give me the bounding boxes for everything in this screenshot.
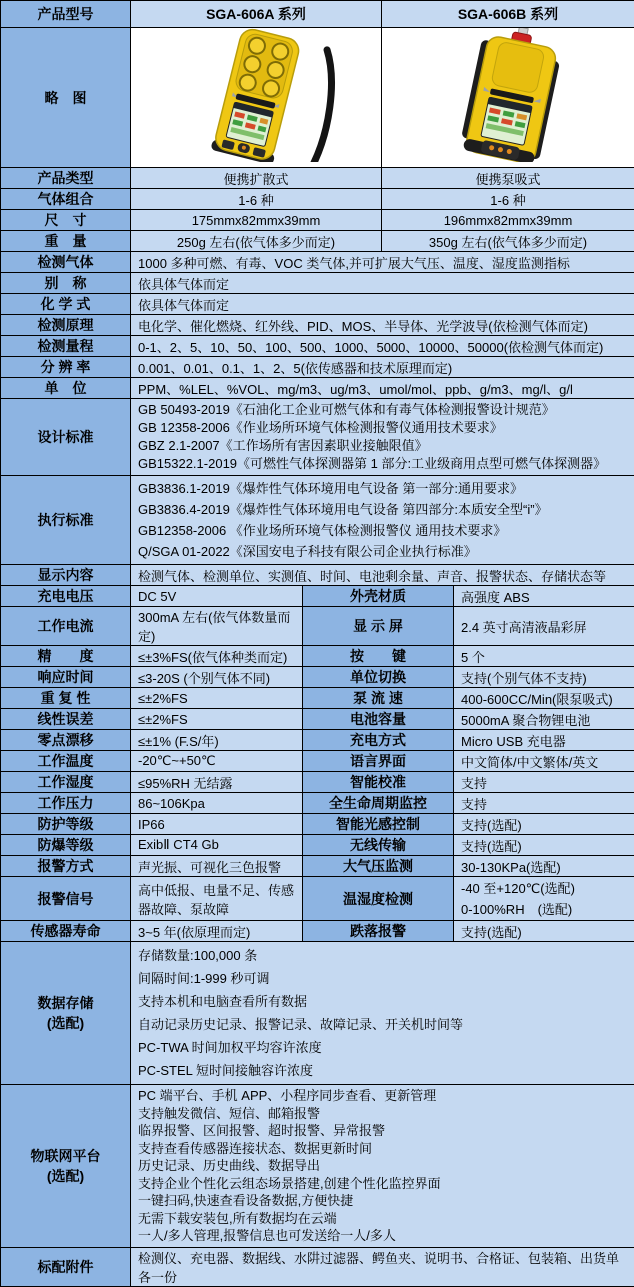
feature-line: 无需下载安装包,所有数据均在云端	[138, 1210, 630, 1228]
value-line: -40 至+120℃(选配)	[461, 878, 630, 899]
feature-line: 支持查看传感器连接状态、数据更新时间	[138, 1140, 630, 1158]
row-value: 支持(选配)	[454, 814, 634, 835]
table-row	[1, 210, 634, 231]
table-row	[1, 231, 634, 252]
row-value: 5000mA 聚合物锂电池	[454, 709, 634, 730]
label-line: (选配)	[1, 1013, 130, 1033]
row-label: 重 复 性	[1, 688, 131, 709]
row-label: 化 学 式	[1, 294, 131, 315]
row-value: ≤±2%FS	[131, 709, 303, 730]
standard-line: GB 12358-2006《作业场所环境气体检测报警仪通用技术要求》	[138, 419, 630, 437]
row-label: 工作湿度	[1, 772, 131, 793]
row-label: 报警方式	[1, 856, 131, 877]
row-label: 温湿度检测	[303, 877, 454, 921]
accessories-row	[1, 1247, 634, 1286]
row-value: 电化学、催化燃烧、红外线、PID、MOS、半导体、光学波导(依检测气体而定)	[131, 315, 634, 336]
product-image-sga606b	[382, 28, 634, 168]
row-value: 0.001、0.01、0.1、1、2、5(依传感器和技术原理而定)	[131, 357, 634, 378]
row-value: 支持	[454, 793, 634, 814]
row-label: 按 键	[303, 646, 454, 667]
row-label: 工作温度	[1, 751, 131, 772]
standard-line: GBZ 2.1-2007《工作场所有害因素职业接触限值》	[138, 437, 630, 455]
row-label: 单位切换	[303, 667, 454, 688]
row-label: 别 称	[1, 273, 131, 294]
feature-line: 支持本机和电脑查看所有数据	[138, 990, 630, 1013]
table-row	[1, 315, 634, 336]
row-value: 支持(选配)	[454, 921, 634, 942]
row-label: 电池容量	[303, 709, 454, 730]
row-label: 充电电压	[1, 586, 131, 607]
product-image-sga606a	[131, 28, 382, 168]
storage-feature-list	[131, 942, 634, 1085]
row-label: 智能校准	[303, 772, 454, 793]
feature-line: 临界报警、区间报警、超时报警、异常报警	[138, 1122, 630, 1140]
table-row	[1, 294, 634, 315]
table-row	[1, 856, 634, 877]
standard-line: GB15322.1-2019《可燃性气体探测器第 1 部分:工业级商用点型可燃气体探测器》	[138, 455, 630, 473]
table-row	[1, 921, 634, 942]
row-value: ≤±2%FS	[131, 688, 303, 709]
table-row	[1, 336, 634, 357]
row-value: DC 5V	[131, 586, 303, 607]
table-row	[1, 565, 634, 586]
table-row	[1, 835, 634, 856]
row-label: 产品类型	[1, 168, 131, 189]
row-value: 中文简体/中文繁体/英文	[454, 751, 634, 772]
feature-line: PC 端平台、手机 APP、小程序同步查看、更新管理	[138, 1087, 630, 1105]
sketch-row	[1, 28, 634, 168]
header-model-a: SGA-606A 系列	[131, 1, 382, 28]
row-label: 显示内容	[1, 565, 131, 586]
table-row	[1, 730, 634, 751]
row-value: 检测仪、充电器、数据线、水阱过滤器、鳄鱼夹、说明书、合格证、包装箱、出货单各一份	[131, 1247, 634, 1286]
row-value: IP66	[131, 814, 303, 835]
row-label: 防护等级	[1, 814, 131, 835]
row-label: 检测原理	[1, 315, 131, 336]
row-value: 2.4 英寸高清液晶彩屏	[454, 607, 634, 646]
exec-standards-list	[131, 476, 634, 565]
row-label: 精 度	[1, 646, 131, 667]
feature-line: 自动记录历史记录、报警记录、故障记录、开关机时间等	[138, 1013, 630, 1036]
row-label: 无线传输	[303, 835, 454, 856]
row-value: 400-600CC/Min(限泵吸式)	[454, 688, 634, 709]
detector-606a-illustration	[141, 28, 371, 162]
row-label: 语言界面	[303, 751, 454, 772]
row-value: ≤±1% (F.S/年)	[131, 730, 303, 751]
row-label: 泵 流 速	[303, 688, 454, 709]
row-label: 充电方式	[303, 730, 454, 751]
row-label: 智能光感控制	[303, 814, 454, 835]
row-value: -20℃~+50℃	[131, 751, 303, 772]
sketch-label: 略 图	[1, 28, 131, 168]
row-label: 重 量	[1, 231, 131, 252]
row-label: 全生命周期监控	[303, 793, 454, 814]
row-value: 声光振、可视化三色报警	[131, 856, 303, 877]
row-value: 支持(个别气体不支持)	[454, 667, 634, 688]
row-value	[454, 877, 634, 921]
alarm-signal-row	[1, 877, 634, 921]
table-row	[1, 772, 634, 793]
feature-line: 存储数量:100,000 条	[138, 944, 630, 967]
row-value: 检测气体、检测单位、实测值、时间、电池剩余量、声音、报警状态、存储状态等	[131, 565, 634, 586]
row-label: 工作电流	[1, 607, 131, 646]
label-line: 数据存储	[1, 993, 130, 1013]
table-row	[1, 646, 634, 667]
value-a: 250g 左右(依气体多少而定)	[131, 231, 382, 252]
row-value: ≤95%RH 无结露	[131, 772, 303, 793]
row-value: 高中低报、电量不足、传感器故障、泵故障	[131, 877, 303, 921]
table-row	[1, 252, 634, 273]
value-a: 1-6 种	[131, 189, 382, 210]
value-line: 0-100%RH (选配)	[461, 899, 630, 920]
feature-line: 支持企业个性化云组态场景搭建,创建个性化监控界面	[138, 1175, 630, 1193]
exec-standards-row	[1, 476, 634, 565]
value-a: 便携扩散式	[131, 168, 382, 189]
standard-line: GB3836.1-2019《爆炸性气体环境用电气设备 第一部分:通用要求》	[138, 478, 630, 499]
row-value: 30-130KPa(选配)	[454, 856, 634, 877]
row-value: ≤3-20S (个别气体不同)	[131, 667, 303, 688]
table-row	[1, 586, 634, 607]
table-row	[1, 667, 634, 688]
standard-line: GB12358-2006 《作业场所环境气体检测报警仪 通用技术要求》	[138, 520, 630, 541]
value-b: 便携泵吸式	[382, 168, 634, 189]
table-row	[1, 273, 634, 294]
row-label: 传感器寿命	[1, 921, 131, 942]
header-row	[1, 1, 634, 28]
row-label: 执行标准	[1, 476, 131, 565]
detector-606b-illustration	[393, 28, 623, 162]
row-value: ExibⅡ CT4 Gb	[131, 835, 303, 856]
table-row	[1, 688, 634, 709]
design-standards-list	[131, 399, 634, 476]
header-model-b: SGA-606B 系列	[382, 1, 634, 28]
table-row	[1, 357, 634, 378]
label-line: (选配)	[1, 1166, 130, 1186]
row-label: 大气压监测	[303, 856, 454, 877]
row-label: 标配附件	[1, 1247, 131, 1286]
row-value: 0-1、2、5、10、50、100、500、1000、5000、10000、50000(依检测气体而定)	[131, 336, 634, 357]
row-label: 防爆等级	[1, 835, 131, 856]
row-label: 设计标准	[1, 399, 131, 476]
row-label: 显 示 屏	[303, 607, 454, 646]
row-label: 检测气体	[1, 252, 131, 273]
row-label: 零点漂移	[1, 730, 131, 751]
row-value: 5 个	[454, 646, 634, 667]
row-value: 3~5 年(依原理而定)	[131, 921, 303, 942]
table-row	[1, 607, 634, 646]
row-value: 300mA 左右(依气体数量而定)	[131, 607, 303, 646]
table-row	[1, 189, 634, 210]
row-value: 支持	[454, 772, 634, 793]
row-label: 报警信号	[1, 877, 131, 921]
feature-line: 间隔时间:1-999 秒可调	[138, 967, 630, 990]
antenna	[298, 50, 344, 162]
row-label	[1, 1085, 131, 1248]
header-label: 产品型号	[1, 1, 131, 28]
row-label: 线性误差	[1, 709, 131, 730]
feature-line: 历史记录、历史曲线、数据导出	[138, 1157, 630, 1175]
feature-line: 支持触发微信、短信、邮箱报警	[138, 1105, 630, 1123]
design-standards-row	[1, 399, 634, 476]
table-row	[1, 709, 634, 730]
row-label: 响应时间	[1, 667, 131, 688]
row-value: PPM、%LEL、%VOL、mg/m3、ug/m3、umol/mol、ppb、g/m3、mg/l、g/l	[131, 378, 634, 399]
row-value: 86~106Kpa	[131, 793, 303, 814]
standard-line: GB3836.4-2019《爆炸性气体环境用电气设备 第四部分:本质安全型“i”》	[138, 499, 630, 520]
row-value: 1000 多种可燃、有毒、VOC 类气体,并可扩展大气压、温度、湿度监测指标	[131, 252, 634, 273]
data-storage-row	[1, 942, 634, 1085]
row-value: 依具体气体而定	[131, 294, 634, 315]
feature-line: 一键扫码,快速查看设备数据,方便快捷	[138, 1192, 630, 1210]
row-label: 分 辨 率	[1, 357, 131, 378]
value-a: 175mmx82mmx39mm	[131, 210, 382, 231]
standard-line: GB 50493-2019《石油化工企业可燃气体和有毒气体检测报警设计规范》	[138, 401, 630, 419]
value-b: 350g 左右(依气体多少而定)	[382, 231, 634, 252]
table-row	[1, 814, 634, 835]
row-label: 工作压力	[1, 793, 131, 814]
row-label: 外壳材质	[303, 586, 454, 607]
table-row	[1, 378, 634, 399]
value-b: 196mmx82mmx39mm	[382, 210, 634, 231]
feature-line: PC-TWA 时间加权平均容许浓度	[138, 1036, 630, 1059]
table-row	[1, 168, 634, 189]
iot-feature-list	[131, 1085, 634, 1248]
row-label: 检测量程	[1, 336, 131, 357]
row-value: 高强度 ABS	[454, 586, 634, 607]
value-b: 1-6 种	[382, 189, 634, 210]
row-label: 跌落报警	[303, 921, 454, 942]
table-row	[1, 751, 634, 772]
row-value: 支持(选配)	[454, 835, 634, 856]
row-label: 单 位	[1, 378, 131, 399]
row-value: ≤±3%FS(依气体种类而定)	[131, 646, 303, 667]
row-label: 尺 寸	[1, 210, 131, 231]
iot-platform-row	[1, 1085, 634, 1248]
standard-line: Q/SGA 01-2022《深国安电子科技有限公司企业执行标准》	[138, 541, 630, 562]
row-value: Micro USB 充电器	[454, 730, 634, 751]
row-label: 气体组合	[1, 189, 131, 210]
table-row	[1, 793, 634, 814]
row-label	[1, 942, 131, 1085]
row-value: 依具体气体而定	[131, 273, 634, 294]
feature-line: 一人/多人管理,报警信息也可发送给一人/多人	[138, 1227, 630, 1245]
feature-line: PC-STEL 短时间接触容许浓度	[138, 1059, 630, 1082]
label-line: 物联网平台	[1, 1146, 130, 1166]
